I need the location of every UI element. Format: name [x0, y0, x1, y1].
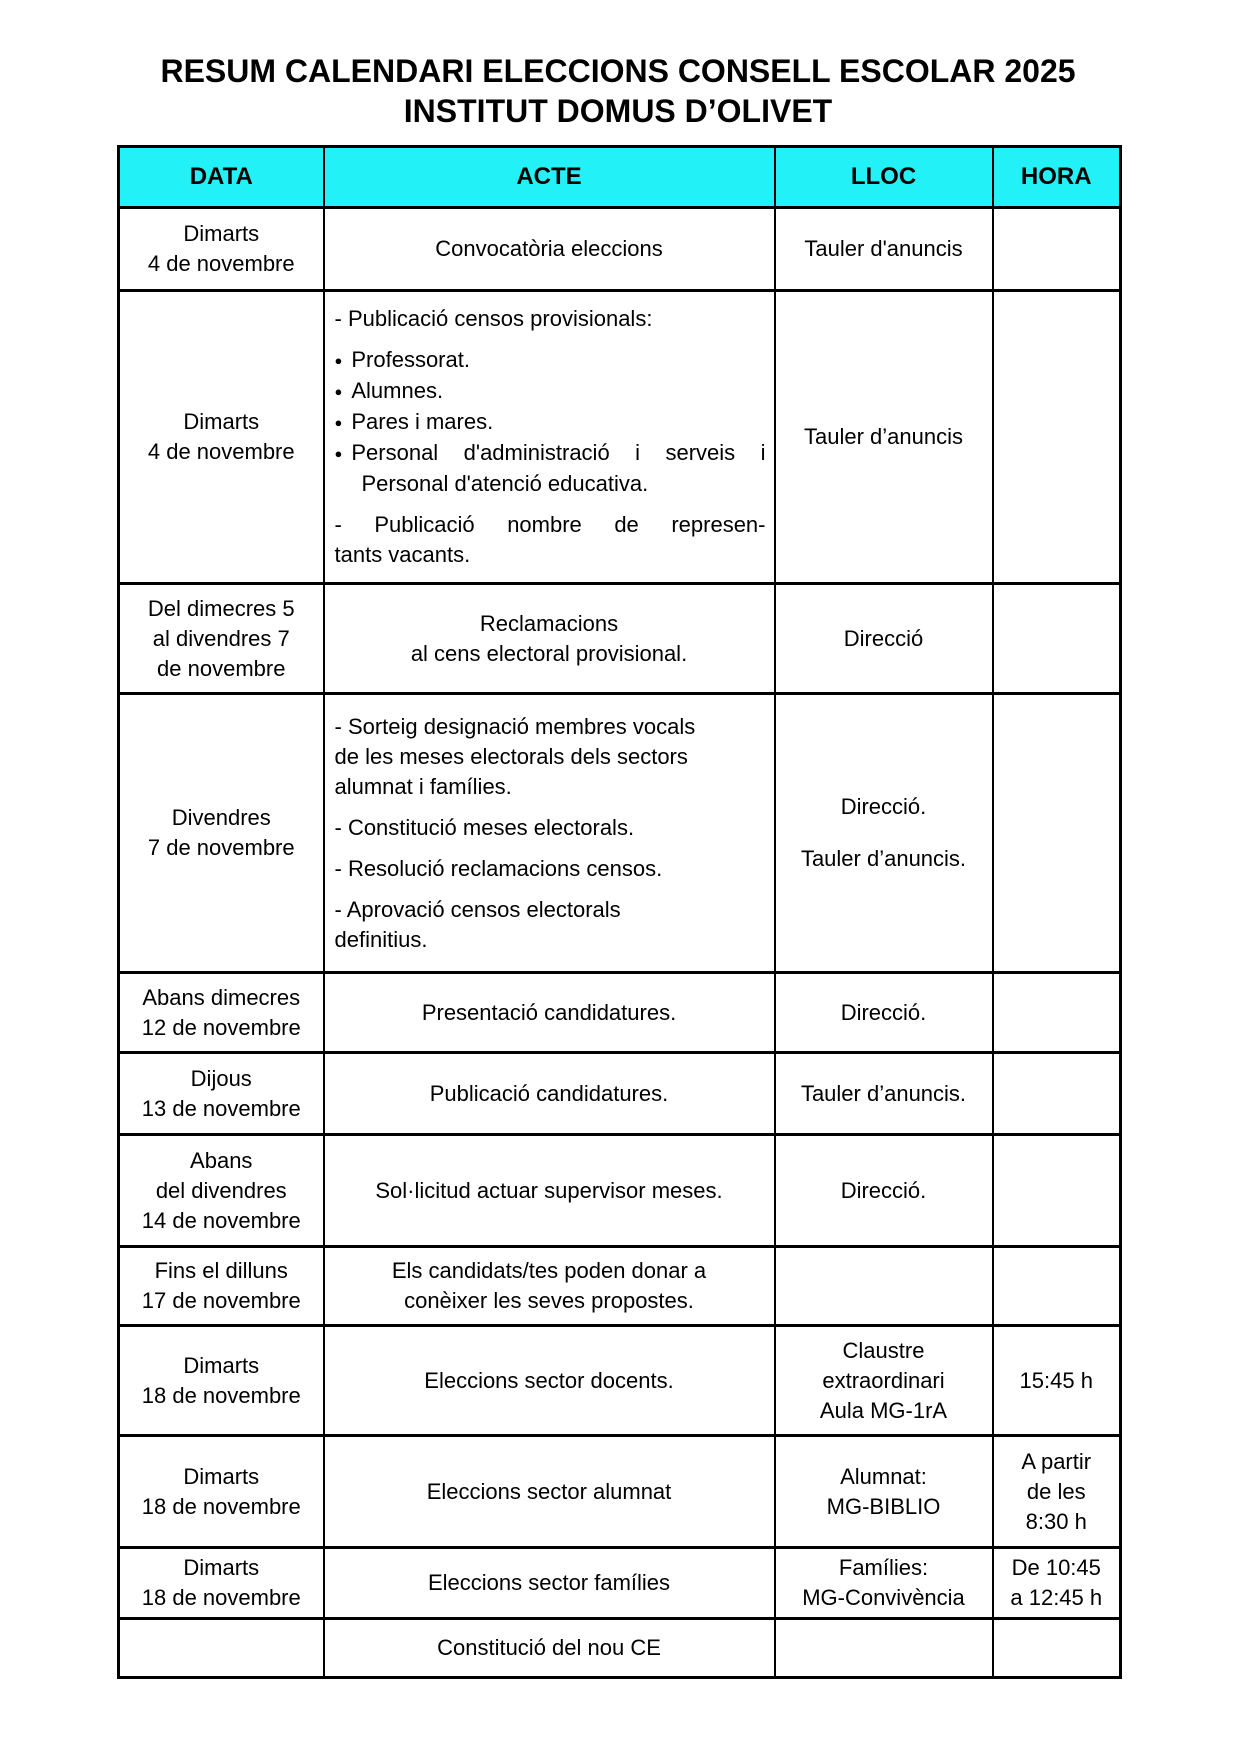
bullet-icon: ● — [334, 353, 343, 368]
cell-data — [119, 973, 324, 1053]
text-line: 8:30 h — [1025, 1508, 1087, 1534]
paragraph — [1002, 1366, 1112, 1396]
text-line: Fins el dilluns — [154, 1258, 288, 1283]
text-line: Convocatòria eleccions — [435, 236, 663, 261]
paragraph — [128, 1064, 315, 1124]
text-line: De 10:45 — [1011, 1555, 1101, 1580]
cell-hora — [993, 973, 1121, 1053]
text-line: 12 de novembre — [141, 1014, 301, 1040]
text-line: alumnat i famílies. — [334, 773, 512, 799]
paragraph — [335, 345, 766, 499]
text-line: Dimarts — [183, 1555, 260, 1580]
text-line: 7 de novembre — [147, 835, 295, 860]
text-line: Tauler d’anuncis. — [800, 846, 967, 871]
text-line: Personal d'atenció educativa. — [361, 471, 649, 496]
text-line: Direcció — [843, 625, 924, 651]
text-line: 18 de novembre — [141, 1585, 301, 1610]
cell-data — [119, 208, 324, 291]
text-line: Direcció. — [840, 999, 927, 1025]
cell-lloc — [775, 1436, 993, 1548]
table-header-row — [119, 147, 1121, 208]
paragraph — [784, 998, 984, 1028]
cell-hora — [993, 1619, 1121, 1678]
paragraph — [784, 1176, 984, 1206]
text-line: Eleccions sector famílies — [427, 1570, 671, 1595]
text-line: Divendres — [171, 805, 271, 830]
table-row — [119, 694, 1121, 973]
table-row — [119, 208, 1121, 291]
cell-hora — [993, 694, 1121, 973]
text-line: - Constitució meses electorals. — [334, 814, 635, 840]
text-line: Claustre — [842, 1337, 925, 1363]
paragraph — [333, 1256, 766, 1316]
text-line: 18 de novembre — [141, 1493, 301, 1519]
paragraph — [333, 234, 766, 264]
table-row — [119, 291, 1121, 584]
text-line: Constitució del nou CE — [437, 1635, 661, 1660]
header-cell-hora: HORA — [993, 147, 1121, 208]
cell-lloc — [775, 1548, 993, 1619]
paragraph — [333, 1176, 766, 1206]
paragraph — [335, 304, 766, 334]
paragraph — [128, 1553, 315, 1613]
text-line: al cens electoral provisional. — [410, 640, 688, 666]
text-line: Eleccions sector docents. — [424, 1367, 674, 1393]
table-row — [119, 1053, 1121, 1135]
cell-hora — [993, 1548, 1121, 1619]
paragraph — [128, 1462, 315, 1522]
text-line: Publicació candidatures. — [429, 1080, 669, 1106]
text-line: del divendres — [155, 1177, 287, 1203]
text-line: Tauler d'anuncis — [804, 236, 963, 261]
table-row — [119, 1247, 1121, 1326]
table-row — [119, 973, 1121, 1053]
text-line: al divendres 7 — [152, 625, 290, 651]
cell-lloc — [775, 1326, 993, 1436]
text-line: Dimarts — [183, 409, 260, 434]
cell-data — [119, 584, 324, 694]
cell-lloc — [775, 1619, 993, 1678]
paragraph — [333, 609, 766, 669]
text-line: Dimarts — [183, 1352, 260, 1378]
paragraph — [784, 792, 984, 822]
text-line: ● Pares i mares. — [335, 407, 766, 438]
text-line: 18 de novembre — [141, 1382, 301, 1408]
cell-hora — [993, 208, 1121, 291]
election-calendar-table — [117, 145, 1122, 1679]
text-line: 17 de novembre — [141, 1288, 301, 1313]
paragraph — [333, 1477, 766, 1507]
paragraph — [784, 1079, 984, 1109]
paragraph — [335, 854, 766, 884]
cell-hora — [993, 1247, 1121, 1326]
paragraph — [128, 803, 315, 863]
text-line: Els candidats/tes poden donar a — [391, 1258, 707, 1283]
cell-lloc — [775, 584, 993, 694]
text-line: Abans dimecres — [142, 984, 301, 1010]
cell-data — [119, 1326, 324, 1436]
cell-data — [119, 1247, 324, 1326]
paragraph — [335, 895, 766, 955]
paragraph — [784, 234, 984, 264]
cell-acte — [324, 973, 775, 1053]
cell-acte — [324, 584, 775, 694]
cell-lloc — [775, 973, 993, 1053]
text-line: 15:45 h — [1019, 1367, 1093, 1393]
paragraph — [128, 219, 315, 279]
text-line: 14 de novembre — [141, 1207, 301, 1233]
paragraph — [335, 712, 766, 802]
text-line: de novembre — [157, 655, 286, 681]
text-line: de les meses electorals dels sectors — [334, 743, 688, 769]
text-line: Tauler d’anuncis. — [800, 1080, 967, 1106]
paragraph — [784, 1553, 984, 1613]
text-line: Dijous — [190, 1065, 252, 1091]
text-line: 4 de novembre — [147, 251, 295, 276]
paragraph — [333, 1633, 766, 1663]
cell-acte — [324, 694, 775, 973]
text-line: Aula MG-1rA — [819, 1397, 948, 1423]
text-line: - Publicació censos provisionals: — [334, 306, 653, 331]
header-cell-data: DATA — [119, 147, 324, 208]
paragraph — [128, 594, 315, 684]
table-row — [119, 1436, 1121, 1548]
paragraph — [128, 1351, 315, 1411]
cell-data — [119, 694, 324, 973]
text-line: ● Professorat. — [335, 345, 766, 376]
text-line: definitius. — [334, 926, 428, 952]
table-row — [119, 1548, 1121, 1619]
cell-hora — [993, 1436, 1121, 1548]
text-line: - Publicació nombre de represen- — [334, 512, 766, 537]
cell-lloc — [775, 1135, 993, 1247]
cell-acte — [324, 1548, 775, 1619]
cell-acte — [324, 1619, 775, 1678]
text-line: Del dimecres 5 — [147, 595, 295, 621]
paragraph — [333, 1568, 766, 1598]
table-body — [119, 208, 1121, 1678]
text-line: Dimarts — [183, 1463, 260, 1489]
paragraph — [784, 624, 984, 654]
cell-acte — [324, 1326, 775, 1436]
page-title — [117, 51, 1119, 131]
cell-data — [119, 1135, 324, 1247]
cell-lloc — [775, 1247, 993, 1326]
text-line: - Sorteig designació membres vocals — [334, 713, 696, 739]
cell-data — [119, 1436, 324, 1548]
bullet-icon: ● — [334, 384, 343, 399]
page-title-line1: RESUM CALENDARI ELECCIONS CONSELL ESCOLAR 2025 — [160, 53, 1076, 89]
paragraph — [333, 1079, 766, 1109]
header-cell-lloc: LLOC — [775, 147, 993, 208]
table-row — [119, 1326, 1121, 1436]
text-line: Alumnat: — [840, 1463, 927, 1489]
cell-hora — [993, 1135, 1121, 1247]
text-line: 13 de novembre — [141, 1095, 301, 1121]
text-line: Famílies: — [838, 1555, 929, 1580]
cell-acte — [324, 208, 775, 291]
paragraph — [128, 407, 315, 467]
text-line: - Resolució reclamacions censos. — [334, 855, 663, 881]
text-line: Presentació candidatures. — [421, 999, 677, 1025]
table-row — [119, 1619, 1121, 1678]
paragraph — [128, 983, 315, 1043]
cell-hora — [993, 584, 1121, 694]
cell-lloc — [775, 1053, 993, 1135]
header-cell-acte: ACTE — [324, 147, 775, 208]
table-header — [119, 147, 1121, 208]
text-line: 4 de novembre — [147, 439, 295, 464]
cell-hora — [993, 291, 1121, 584]
cell-hora — [993, 1053, 1121, 1135]
text-line: conèixer les seves propostes. — [404, 1288, 694, 1313]
bullet-icon: ● — [334, 415, 343, 430]
text-line: de les — [1026, 1478, 1086, 1504]
text-line: ● Personal d'administració i serveis i — [335, 438, 766, 469]
text-line: Abans — [190, 1147, 253, 1173]
text-line: Sol·licitud actuar supervisor meses. — [375, 1177, 723, 1203]
text-line: tants vacants. — [334, 542, 471, 567]
cell-acte — [324, 1135, 775, 1247]
text-line: Dimarts — [183, 221, 260, 246]
paragraph — [784, 422, 984, 452]
paragraph — [335, 510, 766, 570]
cell-acte — [324, 291, 775, 584]
paragraph — [784, 844, 984, 874]
text-line: Tauler d’anuncis — [804, 424, 963, 449]
text-line: a 12:45 h — [1010, 1585, 1103, 1610]
text-line: MG-Convivència — [802, 1585, 965, 1610]
paragraph — [128, 1146, 315, 1236]
cell-acte — [324, 1436, 775, 1548]
text-line: Direcció. — [840, 1177, 927, 1203]
cell-hora — [993, 1326, 1121, 1436]
page-title-line2: INSTITUT DOMUS D’OLIVET — [403, 93, 833, 129]
cell-acte — [324, 1053, 775, 1135]
text-line: Reclamacions — [479, 610, 619, 636]
paragraph — [335, 813, 766, 843]
bullet-icon: ● — [334, 446, 343, 461]
cell-data — [119, 1548, 324, 1619]
cell-data — [119, 1619, 324, 1678]
text-line: - Aprovació censos electorals — [334, 896, 621, 922]
text-line: A partir — [1021, 1448, 1092, 1474]
paragraph — [333, 998, 766, 1028]
paragraph — [128, 1256, 315, 1316]
text-line: extraordinari — [822, 1367, 945, 1393]
table-row — [119, 1135, 1121, 1247]
paragraph — [784, 1462, 984, 1522]
paragraph — [1002, 1447, 1112, 1537]
cell-lloc — [775, 291, 993, 584]
table-row — [119, 584, 1121, 694]
text-line: Direcció. — [840, 794, 927, 819]
cell-data — [119, 291, 324, 584]
cell-data — [119, 1053, 324, 1135]
text-line: Eleccions sector alumnat — [426, 1478, 672, 1504]
text-line: ● Alumnes. — [335, 376, 766, 407]
cell-acte — [324, 1247, 775, 1326]
paragraph — [1002, 1553, 1112, 1613]
text-line: MG-BIBLIO — [826, 1493, 941, 1519]
paragraph — [784, 1336, 984, 1426]
paragraph — [333, 1366, 766, 1396]
cell-lloc — [775, 208, 993, 291]
cell-lloc — [775, 694, 993, 973]
